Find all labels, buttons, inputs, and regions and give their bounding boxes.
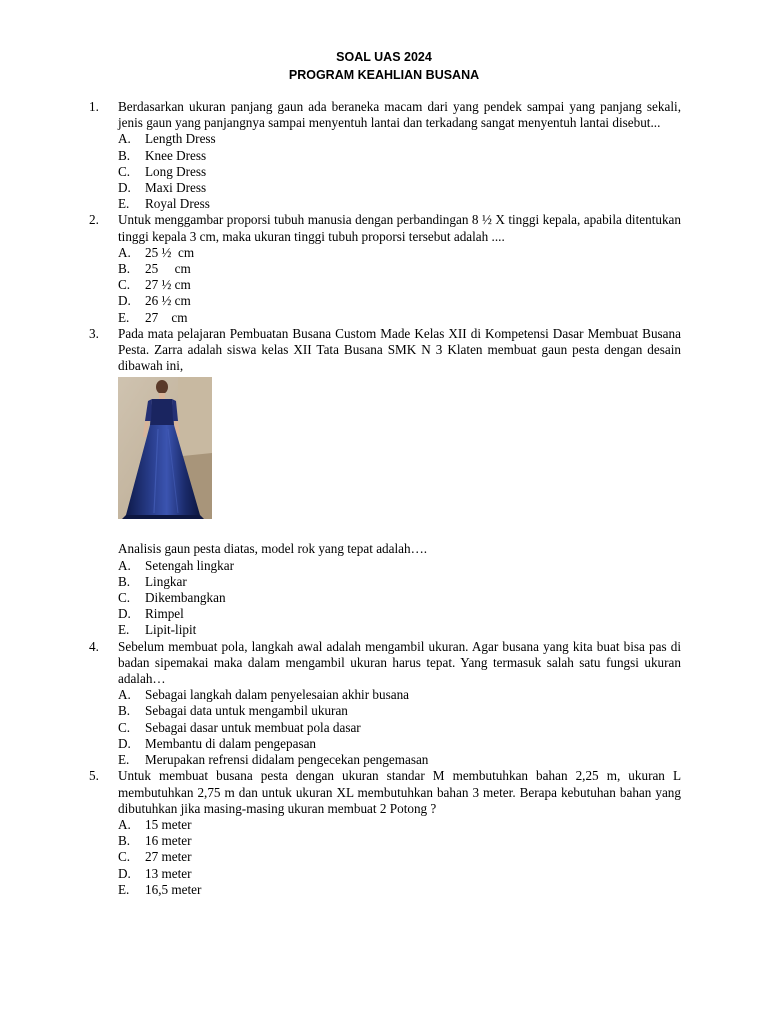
option-letter: E. <box>118 196 130 212</box>
option <box>118 164 681 180</box>
option-text: 25 ½ cm <box>145 244 195 260</box>
option <box>118 606 681 622</box>
option-letter: C. <box>118 163 131 179</box>
option-letter: D. <box>118 735 131 751</box>
option-letter: C. <box>118 277 131 293</box>
option <box>118 310 681 326</box>
option <box>118 196 681 212</box>
option <box>118 849 681 865</box>
question-5 <box>89 768 681 898</box>
option <box>118 736 681 752</box>
option-letter: B. <box>118 703 131 719</box>
question-4 <box>89 639 681 769</box>
option-text: Membantu di dalam pengepasan <box>145 735 317 751</box>
option-letter: B. <box>118 261 131 277</box>
option-text: 13 meter <box>145 865 192 881</box>
option-letter: E. <box>118 752 130 768</box>
option <box>118 558 681 574</box>
option-letter: C. <box>118 590 131 606</box>
option-letter: B. <box>118 833 131 849</box>
option <box>118 590 681 606</box>
option-letter: D. <box>118 180 131 196</box>
question-1 <box>89 99 681 212</box>
option-text: Long Dress <box>145 163 207 179</box>
program-title: PROGRAM KEAHLIAN BUSANA <box>288 68 480 82</box>
option-letter: B. <box>118 147 131 163</box>
option-text: 27 ½ cm <box>145 277 191 293</box>
option-letter: D. <box>118 865 131 881</box>
option <box>118 277 681 293</box>
question-text: Sebelum membuat pola, langkah awal adalah mengambil ukuran. Agar busana yang kita buat bisa pas di badan sipemakai maka dalam mengambil ukuran harus tepat. Yang termasuk salah satu fungsi ukuran adalah… <box>118 638 681 687</box>
question-number: 4. <box>89 638 99 654</box>
option-letter: A. <box>118 816 131 832</box>
option-text: 25 cm <box>145 261 191 277</box>
option-text: Sebagai dasar untuk membuat pola dasar <box>145 719 361 735</box>
question-list <box>89 99 681 898</box>
option-text: Dikembangkan <box>145 590 226 606</box>
option <box>118 245 681 261</box>
option-text: Sebagai data untuk mengambil ukuran <box>145 703 348 719</box>
option-text: 27 meter <box>145 849 192 865</box>
option-text: Setengah lingkar <box>145 557 234 573</box>
question-number: 1. <box>89 99 99 114</box>
option <box>118 293 681 309</box>
option-text: Sebagai langkah dalam penyelesaian akhir busana <box>145 687 410 703</box>
option-letter: E. <box>118 881 130 897</box>
option-text: 15 meter <box>145 816 192 832</box>
exam-title: SOAL UAS 2024 <box>336 50 432 64</box>
option <box>118 752 681 768</box>
question-subtext: Analisis gaun pesta diatas, model rok yang tepat adalah…. <box>118 541 428 557</box>
question-text: Untuk menggambar proporsi tubuh manusia dengan perbandingan 8 ½ X tinggi kepala, apabila ditentukan tinggi kepala 3 cm, maka ukuran tinggi tubuh proporsi tersebut adalah .... <box>118 212 681 244</box>
option-letter: A. <box>118 131 131 147</box>
option-text: 16,5 meter <box>145 881 202 897</box>
option-text: Lingkar <box>145 573 187 589</box>
option <box>118 148 681 164</box>
option <box>118 720 681 736</box>
option-text: Royal Dress <box>145 196 210 212</box>
option <box>118 261 681 277</box>
question-number: 5. <box>89 768 99 784</box>
option <box>118 180 681 196</box>
option-letter: E. <box>118 309 130 325</box>
option-text: Merupakan refrensi didalam pengecekan pengemasan <box>145 752 429 768</box>
option <box>118 574 681 590</box>
option-text: Maxi Dress <box>145 180 207 196</box>
option-letter: D. <box>118 606 131 622</box>
option <box>118 703 681 719</box>
dress-photo <box>118 377 212 519</box>
question-2 <box>89 212 681 325</box>
option-letter: A. <box>118 687 131 703</box>
option-text: 27 cm <box>145 309 188 325</box>
option-letter: C. <box>118 849 131 865</box>
option <box>118 882 681 898</box>
option <box>118 833 681 849</box>
option <box>118 687 681 703</box>
option-text: Lipit-lipit <box>145 622 197 638</box>
question-text: Pada mata pelajaran Pembuatan Busana Custom Made Kelas XII di Kompetensi Dasar Membuat Busana Pesta. Zarra adalah siswa kelas XII Tata Busana SMK N 3 Klaten membuat gaun pesta dengan desain dibawah ini, <box>118 325 681 374</box>
question-text: Berdasarkan ukuran panjang gaun ada beraneka macam dari yang pendek sampai yang panjang sekali, jenis gaun yang panjangnya sampai menyentuh lantai dan terkadang sangat menyentuh lantai disebut... <box>118 99 681 131</box>
option-text: Rimpel <box>145 606 184 622</box>
option <box>118 817 681 833</box>
exam-header <box>0 48 768 84</box>
option-letter: C. <box>118 719 131 735</box>
question-text: Untuk membuat busana pesta dengan ukuran standar M membutuhkan bahan 2,25 m, ukuran L membutuhkan 2,75 m dan untuk ukuran XL membutuhkan bahan 3 meter. Berapa kebutuhan bahan yang dibutuhkan jika masing-masing ukuran membuat 2 Potong ? <box>118 768 681 816</box>
option <box>118 622 681 638</box>
option <box>118 131 681 147</box>
option-letter: B. <box>118 573 131 589</box>
option-letter: D. <box>118 293 131 309</box>
option-letter: E. <box>118 622 130 638</box>
option-letter: A. <box>118 244 131 260</box>
option-text: Knee Dress <box>145 147 207 163</box>
option-text: Length Dress <box>145 131 216 147</box>
option-text: 16 meter <box>145 833 192 849</box>
question-number: 2. <box>89 212 99 228</box>
option-letter: A. <box>118 557 131 573</box>
question-number: 3. <box>89 325 99 341</box>
option <box>118 866 681 882</box>
option-text: 26 ½ cm <box>145 293 191 309</box>
question-3 <box>89 326 681 639</box>
